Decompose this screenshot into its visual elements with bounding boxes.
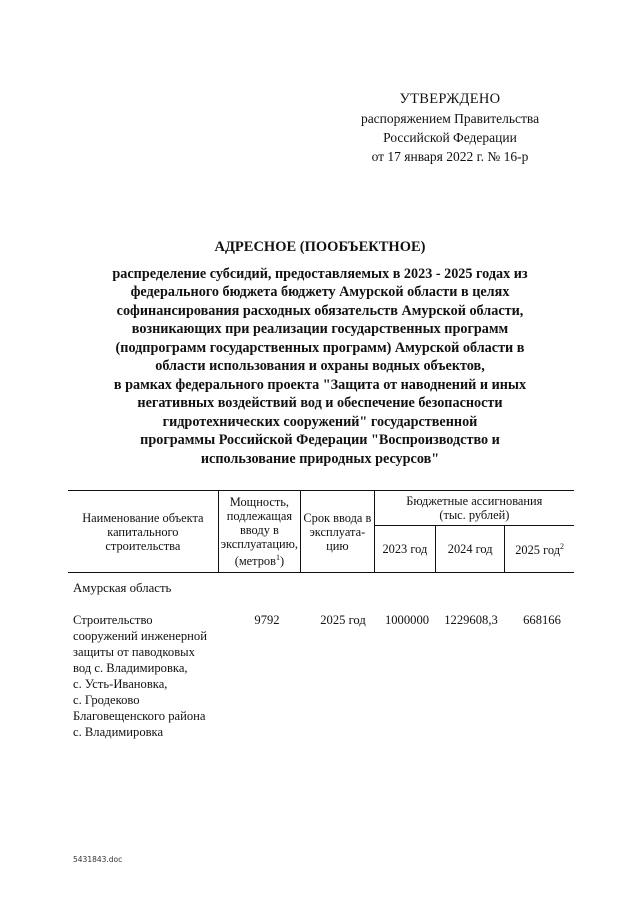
object-name-line: с. Гродеково [73, 693, 140, 707]
header-2024: 2024 год [436, 526, 505, 573]
title-subtitle [60, 265, 580, 469]
subtitle-line: в рамках федерального проекта "Защита от наводнений и иных [113, 376, 527, 393]
object-name-line: вод с. Владимировка, [73, 661, 188, 675]
document-title [60, 238, 580, 468]
header-2023: 2023 год [374, 526, 435, 573]
header-power-text: Мощность, подлежащая вводу в эксплуатацию, [220, 494, 299, 551]
header-2025-text: 2025 год [515, 543, 561, 558]
subtitle-line: федерального бюджета бюджету Амурской области в целях [130, 284, 510, 300]
subtitle-line: софинансирования расходных обязательств Амурской области, [116, 302, 524, 319]
footnote-mark: 2 [560, 542, 565, 552]
approval-line: от 17 января 2022 г. № 16-р [371, 149, 529, 164]
header-name: Наименование объекта капитального строительства [68, 491, 218, 573]
subtitle-line: возникающих при реализации государственных программ [131, 321, 509, 337]
object-power: 9792 [254, 613, 280, 627]
object-budget-2025: 668166 [523, 613, 561, 627]
subtitle-line: программы Российской Федерации "Воспроизводство и [140, 432, 500, 448]
object-name-line: сооружений инженерной [73, 629, 207, 643]
allocation-table [68, 490, 574, 573]
subtitle-line: использование природных ресурсов" [200, 450, 440, 467]
footnote-mark: 1 [275, 552, 280, 562]
object-budget-2024: 1229608,3 [444, 613, 498, 627]
header-2025 [505, 526, 574, 573]
title-main: АДРЕСНОЕ (ПООБЪЕКТНОЕ) [214, 239, 426, 255]
file-footer: 5431843.doc [73, 855, 123, 864]
subtitle-line: (подпрограмм государственных программ) Амурской области в [115, 339, 525, 356]
approval-line: Российской Федерации [383, 130, 517, 145]
approval-heading: УТВЕРЖДЕНО [399, 91, 501, 107]
object-name-line: защиты от паводковых [73, 645, 195, 659]
header-power [218, 491, 300, 573]
subtitle-line: негативных воздействий вод и обеспечение безопасности [137, 395, 503, 411]
subtitle-line: гидротехнических сооружений" государственной [162, 413, 478, 430]
object-name-line: Строительство [73, 613, 153, 627]
subtitle-line: области использования и охраны водных объектов, [155, 358, 485, 374]
approval-line: распоряжением Правительства [360, 111, 540, 126]
header-budget: Бюджетные ассигнования (тыс. рублей) [374, 491, 574, 526]
approval-block [330, 90, 570, 166]
object-budget-2023: 1000000 [384, 613, 430, 627]
header-power-unit: (метров [234, 554, 276, 569]
header-power-close: ) [279, 554, 285, 569]
subtitle-line: распределение субсидий, предоставляемых в 2023 - 2025 годах из [112, 265, 528, 282]
object-name-line: с. Усть-Ивановка, [73, 677, 168, 691]
region-label: Амурская область [73, 581, 172, 595]
header-term: Срок ввода в эксплуата-цию [301, 491, 375, 573]
object-name-line: с. Владимировка [73, 725, 164, 739]
object-name-line: Благовещенского района [73, 709, 206, 723]
object-name [73, 612, 233, 740]
object-term: 2025 год [320, 613, 366, 627]
